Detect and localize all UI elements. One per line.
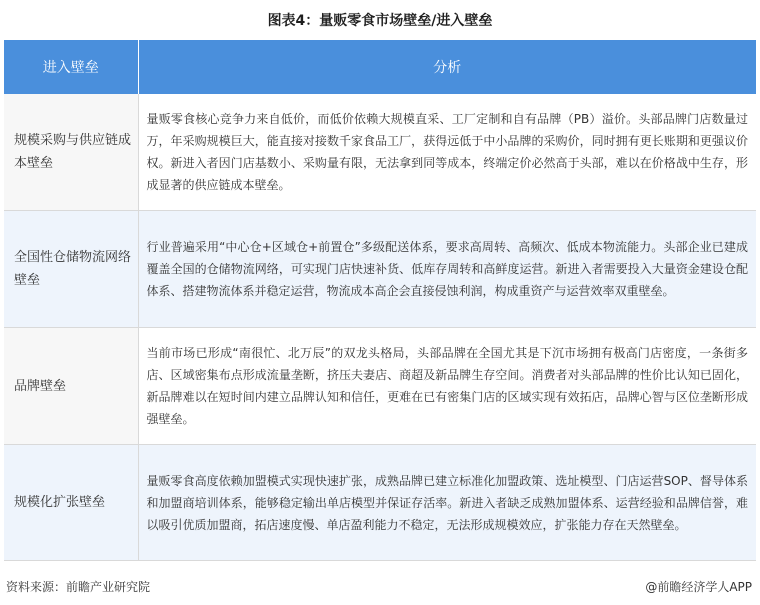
table-row xyxy=(4,211,756,328)
source-note: 资料来源：前瞻产业研究院 xyxy=(6,580,151,594)
header-barrier: 进入壁垒 xyxy=(4,40,138,94)
table-header-row xyxy=(4,40,756,94)
barrier-analysis: 量贩零食核心竞争力来自低价，而低价依赖大规模直采、工厂定制和自有品牌（PB）溢价。头部品牌门店数量过万，年采购规模巨大，能直接对接数千家食品工厂，获得远低于中小品牌的采购价，同时拥有更长账期和更强议价权。新进入者因门店基数小、采购量有限，无法拿到同等成本，终端定价必然高于头部，难以在价格战中生存，形成显著的供应链成本壁垒。 xyxy=(138,94,756,211)
barrier-name: 规模采购与供应链成本壁垒 xyxy=(4,94,138,211)
table-row xyxy=(4,328,756,445)
barrier-table xyxy=(4,40,756,561)
barrier-name: 品牌壁垒 xyxy=(4,328,138,445)
table-row xyxy=(4,94,756,211)
brand-credit: @前瞻经济学人APP xyxy=(645,580,752,594)
barrier-name: 规模化扩张壁垒 xyxy=(4,445,138,561)
table-row xyxy=(4,445,756,561)
barrier-analysis: 当前市场已形成“南很忙、北万辰”的双龙头格局，头部品牌在全国尤其是下沉市场拥有极高门店密度，一条街多店、区域密集布点形成流量垄断，挤压夫妻店、商超及新品牌生存空间。消费者对头部品牌的性价比认知已固化，新品牌难以在短时间内建立品牌认知和信任，更难在已有密集门店的区域实现有效拓店，品牌心智与区位垄断形成强壁垒。 xyxy=(138,328,756,445)
barrier-analysis: 行业普遍采用“中心仓+区域仓+前置仓”多级配送体系，要求高周转、高频次、低成本物流能力。头部企业已建成覆盖全国的仓储物流网络，可实现门店快速补货、低库存周转和高鲜度运营。新进入者需要投入大量资金建设仓配体系、搭建物流体系并稳定运营，物流成本高企会直接侵蚀利润，构成重资产与运营效率双重壁垒。 xyxy=(138,211,756,328)
header-analysis: 分析 xyxy=(138,40,756,94)
barrier-name: 全国性仓储物流网络壁垒 xyxy=(4,211,138,328)
barrier-analysis: 量贩零食高度依赖加盟模式实现快速扩张，成熟品牌已建立标准化加盟政策、选址模型、门店运营SOP、督导体系和加盟商培训体系，能够稳定输出单店模型并保证存活率。新进入者缺乏成熟加盟体系、运营经验和品牌信誉，难以吸引优质加盟商，拓店速度慢、单店盈利能力不稳定，无法形成规模效应，扩张能力存在天然壁垒。 xyxy=(138,445,756,561)
chart-title: 图表4：量贩零食市场壁垒/进入壁垒 xyxy=(267,13,493,29)
